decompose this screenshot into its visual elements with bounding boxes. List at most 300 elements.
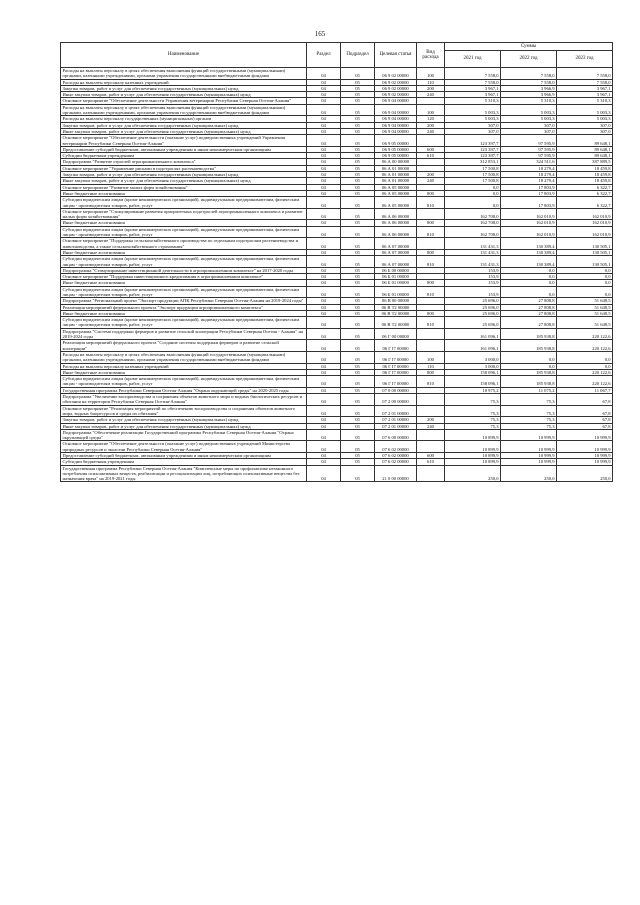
row-sum-2023: 387 889,5 <box>557 159 613 165</box>
row-sum-2021: 5 003,3 <box>445 116 501 122</box>
row-section: 04 <box>307 304 341 310</box>
header-year-2023: 2023 год <box>557 51 613 68</box>
row-subsection: 05 <box>341 104 375 116</box>
row-sum-2022: 7 558,0 <box>501 68 557 80</box>
row-sum-2023: 0,0 <box>557 363 613 369</box>
row-sum-2023: 220 122,6 <box>557 340 613 352</box>
row-target-article: 06 9 02 00000 <box>375 92 417 98</box>
row-name: Подпрограмма "Обеспечение реализации Государственной программы Республики Северная Осетия-Алания "Охрана окружающей среды" <box>61 429 307 441</box>
row-name: Основное мероприятие "Развитие малых форм хозяйствования" <box>61 184 307 190</box>
row-sum-2023: 220 122,6 <box>557 369 613 375</box>
budget-table <box>60 42 613 482</box>
row-expense-type: 110 <box>417 363 445 369</box>
row-sum-2021: 131 431,3 <box>445 249 501 255</box>
row-name: Основное мероприятие "Реализация мероприятий по обеспечению воспроизводства и сохранения объектов животного мира, водных биоресурсов и среды их обитания" <box>61 405 307 417</box>
header-subsection: Подраздел <box>341 43 375 68</box>
row-section: 04 <box>307 238 341 250</box>
row-subsection: 05 <box>341 197 375 209</box>
row-sum-2021: 162 708,0 <box>445 220 501 226</box>
row-name: Основное мероприятие "Обеспечение деятельности (оказание услуг) подведомственных учреждений Управления ветеринарии Республики Северная Осетия-Алания" <box>61 135 307 147</box>
row-sum-2022: 17 803,9 <box>501 184 557 190</box>
row-name: Иные бюджетные ассигнования <box>61 369 307 375</box>
row-sum-2023: 67,8 <box>557 394 613 406</box>
row-sum-2023: 67,8 <box>557 423 613 429</box>
row-target-article: 06 Г I7 00000 <box>375 351 417 363</box>
row-target-article: 06 А 06 00000 <box>375 220 417 226</box>
row-subsection: 05 <box>341 310 375 316</box>
row-sum-2021: 162 708,0 <box>445 226 501 238</box>
row-sum-2023: 307,0 <box>557 128 613 134</box>
row-subsection: 05 <box>341 146 375 152</box>
row-name: Предоставление субсидий бюджетным, автономным учреждениям и иным некоммерческим организациям <box>61 453 307 459</box>
row-section: 04 <box>307 220 341 226</box>
row-sum-2023: 89 648,1 <box>557 135 613 147</box>
row-target-article: 06 А 07 00000 <box>375 249 417 255</box>
row-target-article: 06 Б 01 00000 <box>375 280 417 286</box>
row-sum-2021: 161 096,1 <box>445 340 501 352</box>
row-sum-2023: 51 648,5 <box>557 304 613 310</box>
row-sum-2023: 18 459,8 <box>557 165 613 171</box>
row-name: Государственная программа Республики Северная Осетия-Алания "Комплексные меры по профилактике незаконного потребления психоактивных веществ, реабилитации и ресоциализации лиц, потребляющих психоактивные вещества без назначения врача" на 2019-2021 годы <box>61 465 307 482</box>
row-expense-type: 800 <box>417 280 445 286</box>
row-sum-2021: 10 899,9 <box>445 459 501 465</box>
table-row <box>61 328 613 340</box>
table-row <box>61 376 613 388</box>
row-sum-2021: 123 397,7 <box>445 135 501 147</box>
row-target-article: 07 6 02 00000 <box>375 453 417 459</box>
row-sum-2021: 75,3 <box>445 423 501 429</box>
row-target-article: 06 В Т2 00000 <box>375 317 417 329</box>
row-subsection: 05 <box>341 317 375 329</box>
row-expense-type <box>417 441 445 453</box>
table-row <box>61 208 613 220</box>
row-target-article: 06 9 04 00000 <box>375 128 417 134</box>
row-sum-2021: 3 967,1 <box>445 85 501 91</box>
row-section: 04 <box>307 369 341 375</box>
row-subsection: 05 <box>341 79 375 85</box>
row-sum-2023: 0,0 <box>557 286 613 298</box>
row-sum-2023: 67,8 <box>557 417 613 423</box>
row-name: Закупка товаров, работ и услуг для обеспечения государственных (муниципальных) нужд <box>61 172 307 178</box>
row-sum-2022: 3 966,9 <box>501 92 557 98</box>
row-expense-type: 810 <box>417 226 445 238</box>
row-section: 04 <box>307 453 341 459</box>
row-name: Подпрограмма "Стимулирование инвестиционной деятельности в агропромышленном комплексе" на 2017-2020 годы <box>61 267 307 273</box>
row-expense-type: 200 <box>417 122 445 128</box>
row-expense-type: 200 <box>417 172 445 178</box>
row-name: Субсидии юридическим лицам (кроме некоммерческих организаций), индивидуальным предпринимателям, физическим лицам - производителям товаров, работ, услуг <box>61 376 307 388</box>
row-name: Расходы на выплаты персоналу в целях обеспечения выполнения функций государственными (муниципальными) органами, казенными учреждениями, органами управления государственными внебюджетными фондами <box>61 351 307 363</box>
row-sum-2023: 10 999,9 <box>557 429 613 441</box>
row-sum-2021: 123 397,7 <box>445 146 501 152</box>
row-name: Предоставление субсидий бюджетным, автономным учреждениям и иным некоммерческим организациям <box>61 146 307 152</box>
row-sum-2021: 3 000,0 <box>445 363 501 369</box>
row-subsection: 05 <box>341 363 375 369</box>
row-name: Реализация мероприятий федерального проекта "Экспорт продукции агропромышленного комплекса" <box>61 304 307 310</box>
row-sum-2023: 6 322,7 <box>557 190 613 196</box>
row-subsection: 05 <box>341 159 375 165</box>
row-section: 04 <box>307 68 341 80</box>
row-sum-2023: 89 648,1 <box>557 146 613 152</box>
row-target-article: 06 Б 00 00000 <box>375 267 417 273</box>
row-subsection: 05 <box>341 274 375 280</box>
row-target-article: 06 9 04 00000 <box>375 104 417 116</box>
row-expense-type: 810 <box>417 197 445 209</box>
row-name: Основное мероприятие "Обеспечение деятельности (оказание услуг) подведомственных учреждений Министерства природных ресурсов и экологии Республики Северная Осетия-Алания" <box>61 441 307 453</box>
row-sum-2022: 7 558,0 <box>501 79 557 85</box>
header-section: Раздел <box>307 43 341 68</box>
row-subsection: 05 <box>341 226 375 238</box>
row-name: Подпрограмма "Развитие отраслей агропромышленного комплекса" <box>61 159 307 165</box>
row-name: Подпрограмма "Увеличение воспроизводства и сохранения объектов животного мира и водных биологических ресурсов и обитания на территории Республики Северная Осетия-Алания" <box>61 394 307 406</box>
row-sum-2022: 5 003,3 <box>501 104 557 116</box>
row-section: 04 <box>307 178 341 184</box>
row-sum-2021: 7 558,0 <box>445 79 501 85</box>
row-sum-2022: 97 595,9 <box>501 153 557 159</box>
row-target-article: 06 Г I7 00000 <box>375 376 417 388</box>
row-sum-2021: 307,0 <box>445 122 501 128</box>
row-sum-2021: 3 000,0 <box>445 351 501 363</box>
row-target-article: 06 Г I7 00000 <box>375 369 417 375</box>
row-expense-type: 100 <box>417 68 445 80</box>
row-sum-2023: 7 558,0 <box>557 79 613 85</box>
row-sum-2023: 0,0 <box>557 267 613 273</box>
row-subsection: 05 <box>341 387 375 393</box>
row-name: Субсидии юридическим лицам (кроме некоммерческих организаций), индивидуальным предпринимателям, физическим лицам - производителям товаров, работ, услуг <box>61 226 307 238</box>
row-sum-2023: 162 010,9 <box>557 226 613 238</box>
row-expense-type: 100 <box>417 351 445 363</box>
row-section: 04 <box>307 286 341 298</box>
row-sum-2022: 18 279,4 <box>501 165 557 171</box>
row-sum-2022: 11 075,2 <box>501 387 557 393</box>
row-sum-2022: 27 808,8 <box>501 298 557 304</box>
row-sum-2021: 158 096,1 <box>445 376 501 388</box>
row-section: 04 <box>307 340 341 352</box>
row-name: Иные бюджетные ассигнования <box>61 280 307 286</box>
row-name: Иные закупки товаров, работ и услуг для обеспечения государственных (муниципальных) нужд <box>61 128 307 134</box>
row-sum-2023: 6 322,7 <box>557 184 613 190</box>
row-sum-2022: 0,0 <box>501 274 557 280</box>
row-sum-2022: 185 938,8 <box>501 376 557 388</box>
row-sum-2022: 250,0 <box>501 465 557 482</box>
row-expense-type: 100 <box>417 104 445 116</box>
row-section: 04 <box>307 405 341 417</box>
row-subsection: 05 <box>341 172 375 178</box>
row-target-article: 07 2 01 00000 <box>375 405 417 417</box>
row-section: 04 <box>307 256 341 268</box>
row-section: 04 <box>307 267 341 273</box>
row-sum-2022: 324 511,6 <box>501 159 557 165</box>
row-name: Основное мероприятие "Обеспечение деятельности Управления ветеринарии Республики Северная Осетия-Алания" <box>61 98 307 104</box>
row-target-article: 06 Г I7 00000 <box>375 363 417 369</box>
row-subsection: 05 <box>341 220 375 226</box>
table-row <box>61 286 613 298</box>
row-section: 04 <box>307 249 341 255</box>
header-sums: Суммы <box>445 43 613 51</box>
table-header <box>61 43 613 68</box>
row-sum-2022: 307,0 <box>501 128 557 134</box>
row-sum-2023: 7 558,0 <box>557 68 613 80</box>
row-sum-2023: 130 505,1 <box>557 238 613 250</box>
row-expense-type: 200 <box>417 85 445 91</box>
row-sum-2022: 3 966,9 <box>501 85 557 91</box>
row-expense-type: 200 <box>417 417 445 423</box>
row-name: Основное мероприятие "Стимулирование развития приоритетных подотраслей агропромышленного комплекса и развитие малых форм хозяйствования" <box>61 208 307 220</box>
row-sum-2023: 18 459,8 <box>557 172 613 178</box>
row-expense-type: 810 <box>417 317 445 329</box>
row-target-article: 06 9 02 00000 <box>375 85 417 91</box>
row-target-article: 06 А 06 00000 <box>375 208 417 220</box>
row-subsection: 05 <box>341 340 375 352</box>
row-sum-2023: 0,0 <box>557 274 613 280</box>
row-section: 04 <box>307 459 341 465</box>
row-subsection: 05 <box>341 441 375 453</box>
row-name: Иные бюджетные ассигнования <box>61 190 307 196</box>
row-section: 04 <box>307 298 341 304</box>
row-target-article: 06 А 01 00000 <box>375 172 417 178</box>
row-sum-2021: 25 696,0 <box>445 317 501 329</box>
table-row <box>61 394 613 406</box>
row-section: 04 <box>307 190 341 196</box>
row-target-article: 06 Г 00 00000 <box>375 328 417 340</box>
row-sum-2021: 307,0 <box>445 128 501 134</box>
row-subsection: 05 <box>341 153 375 159</box>
row-target-article: 06 А 01 00000 <box>375 178 417 184</box>
row-subsection: 05 <box>341 208 375 220</box>
row-sum-2021: 153,9 <box>445 280 501 286</box>
row-name: Иные бюджетные ассигнования <box>61 310 307 316</box>
row-name: Субсидии юридическим лицам (кроме некоммерческих организаций), индивидуальным предпринимателям, физическим лицам - производителям товаров, работ, услуг <box>61 286 307 298</box>
row-sum-2023: 162 010,9 <box>557 220 613 226</box>
row-sum-2022: 10 999,9 <box>501 453 557 459</box>
row-sum-2022: 27 808,8 <box>501 304 557 310</box>
row-name: Основное мероприятие "Поддержка инвестиционного кредитования в агропромышленном комплексе" <box>61 274 307 280</box>
row-subsection: 05 <box>341 256 375 268</box>
row-name: Иные бюджетные ассигнования <box>61 220 307 226</box>
row-section: 04 <box>307 310 341 316</box>
row-expense-type: 800 <box>417 369 445 375</box>
row-sum-2021: 250,0 <box>445 465 501 482</box>
row-section: 04 <box>307 122 341 128</box>
row-name: Субсидии бюджетным учреждениям <box>61 153 307 159</box>
row-expense-type: 810 <box>417 376 445 388</box>
row-target-article: 06 Г I7 00000 <box>375 340 417 352</box>
row-section: 04 <box>307 351 341 363</box>
row-sum-2023: 18 459,8 <box>557 178 613 184</box>
row-sum-2022: 0,0 <box>501 280 557 286</box>
table-body <box>61 68 613 482</box>
row-sum-2023: 0,0 <box>557 351 613 363</box>
row-sum-2023: 130 505,1 <box>557 249 613 255</box>
row-name: Субсидии юридическим лицам (кроме некоммерческих организаций), индивидуальным предпринимателям, физическим лицам - производителям товаров, работ, услуг <box>61 197 307 209</box>
row-sum-2023: 162 010,9 <box>557 208 613 220</box>
row-target-article: 07 6 02 00000 <box>375 441 417 453</box>
row-subsection: 05 <box>341 459 375 465</box>
table-row <box>61 256 613 268</box>
row-section: 04 <box>307 376 341 388</box>
row-sum-2021: 10 899,9 <box>445 429 501 441</box>
row-name: Подпрограмма "Система поддержки фермеров и развитие сельской кооперации Республики Северная Осетия - Алания" на 2019-2024 годы <box>61 328 307 340</box>
row-section: 04 <box>307 465 341 482</box>
row-target-article: 06 9 05 00000 <box>375 153 417 159</box>
row-target-article: 06 9 05 00000 <box>375 146 417 152</box>
row-expense-type: 800 <box>417 249 445 255</box>
row-sum-2023: 0,0 <box>557 280 613 286</box>
row-subsection: 05 <box>341 453 375 459</box>
row-expense-type <box>417 135 445 147</box>
row-sum-2023: 220 122,6 <box>557 328 613 340</box>
row-name: Закупка товаров, работ и услуг для обеспечения государственных (муниципальных) нужд <box>61 85 307 91</box>
row-name: Расходы на выплаты персоналу государственных (муниципальных) органов <box>61 116 307 122</box>
row-expense-type <box>417 340 445 352</box>
header-target-article: Целевая статья <box>375 43 417 68</box>
row-subsection: 05 <box>341 286 375 298</box>
row-sum-2022: 75,3 <box>501 394 557 406</box>
row-sum-2021: 10 975,2 <box>445 387 501 393</box>
row-expense-type: 600 <box>417 453 445 459</box>
row-sum-2023: 3 967,1 <box>557 92 613 98</box>
row-expense-type: 810 <box>417 256 445 268</box>
row-section: 04 <box>307 274 341 280</box>
row-subsection: 05 <box>341 249 375 255</box>
row-target-article: 06 А 05 00000 <box>375 184 417 190</box>
row-target-article: 06 9 02 00000 <box>375 79 417 85</box>
row-section: 04 <box>307 328 341 340</box>
row-section: 04 <box>307 208 341 220</box>
row-subsection: 05 <box>341 165 375 171</box>
row-sum-2021: 5 003,3 <box>445 104 501 116</box>
row-sum-2021: 0,0 <box>445 197 501 209</box>
row-section: 04 <box>307 104 341 116</box>
row-section: 04 <box>307 197 341 209</box>
row-section: 04 <box>307 429 341 441</box>
row-section: 04 <box>307 135 341 147</box>
row-sum-2023: 6 322,7 <box>557 197 613 209</box>
row-sum-2021: 17 500,8 <box>445 178 501 184</box>
row-sum-2021: 161 096,1 <box>445 328 501 340</box>
row-sum-2021: 312 853,1 <box>445 159 501 165</box>
row-sum-2021: 25 696,0 <box>445 298 501 304</box>
row-expense-type: 600 <box>417 146 445 152</box>
row-sum-2023: 3 967,1 <box>557 85 613 91</box>
row-subsection: 05 <box>341 116 375 122</box>
row-sum-2022: 0,0 <box>501 363 557 369</box>
row-subsection: 05 <box>341 68 375 80</box>
row-name: Иные закупки товаров, работ и услуг для обеспечения государственных (муниципальных) нужд <box>61 178 307 184</box>
row-sum-2022: 5 003,3 <box>501 116 557 122</box>
page-number: 165 <box>314 30 326 38</box>
row-sum-2023: 5 310,3 <box>557 98 613 104</box>
row-target-article: 07 6 00 00000 <box>375 429 417 441</box>
row-expense-type <box>417 465 445 482</box>
row-target-article: 06 9 04 00000 <box>375 116 417 122</box>
row-name: Закупка товаров, работ и услуг для обеспечения государственных (муниципальных) нужд <box>61 122 307 128</box>
row-section: 04 <box>307 280 341 286</box>
row-sum-2023: 10 999,9 <box>557 441 613 453</box>
row-expense-type: 810 <box>417 286 445 298</box>
row-sum-2022: 0,0 <box>501 267 557 273</box>
row-expense-type: 240 <box>417 178 445 184</box>
row-target-article: 06 В Т2 00000 <box>375 310 417 316</box>
row-expense-type: 240 <box>417 128 445 134</box>
row-sum-2021: 131 431,3 <box>445 238 501 250</box>
row-expense-type <box>417 429 445 441</box>
row-section: 04 <box>307 387 341 393</box>
row-subsection: 05 <box>341 351 375 363</box>
row-sum-2022: 162 010,9 <box>501 208 557 220</box>
row-sum-2022: 17 803,9 <box>501 197 557 209</box>
row-sum-2021: 5 310,3 <box>445 98 501 104</box>
row-sum-2023: 11 067,7 <box>557 387 613 393</box>
row-name: Расходы на выплаты персоналу казенных учреждений <box>61 363 307 369</box>
row-target-article: 06 Б 01 00000 <box>375 274 417 280</box>
row-name: Расходы на выплаты персоналу в целях обеспечения выполнения функций государственными (муниципальными) органами, казенными учреждениями, органами управления государственными внебюджетными фондами <box>61 104 307 116</box>
row-sum-2022: 18 279,4 <box>501 178 557 184</box>
row-subsection: 05 <box>341 184 375 190</box>
table-row <box>61 441 613 453</box>
row-sum-2023: 67,8 <box>557 405 613 417</box>
row-subsection: 05 <box>341 135 375 147</box>
row-sum-2022: 5 310,3 <box>501 98 557 104</box>
row-subsection: 05 <box>341 122 375 128</box>
row-sum-2022: 27 808,8 <box>501 310 557 316</box>
row-subsection: 05 <box>341 98 375 104</box>
row-sum-2021: 17 500,8 <box>445 165 501 171</box>
row-sum-2022: 17 803,9 <box>501 190 557 196</box>
row-sum-2023: 307,0 <box>557 122 613 128</box>
row-expense-type: 610 <box>417 459 445 465</box>
row-expense-type: 120 <box>417 116 445 122</box>
row-sum-2022: 0,0 <box>501 351 557 363</box>
row-name: Подпрограмма "Региональный проект "Экспорт продукции АПК Республики Северная Осетия-Алания на 2019-2024 годы" <box>61 298 307 304</box>
row-sum-2023: 51 648,5 <box>557 298 613 304</box>
row-target-article: 06 А 05 00000 <box>375 197 417 209</box>
table-row <box>61 197 613 209</box>
row-expense-type: 800 <box>417 310 445 316</box>
header-year-2022: 2022 год <box>501 51 557 68</box>
row-target-article: 06 А 07 00000 <box>375 256 417 268</box>
row-sum-2021: 0,0 <box>445 190 501 196</box>
row-sum-2022: 162 010,9 <box>501 226 557 238</box>
row-section: 04 <box>307 441 341 453</box>
row-target-article: 07 2 01 00000 <box>375 423 417 429</box>
row-sum-2022: 10 999,9 <box>501 441 557 453</box>
row-target-article: 06 В 00 00000 <box>375 298 417 304</box>
row-name: Субсидии юридическим лицам (кроме некоммерческих организаций), индивидуальным предпринимателям, физическим лицам - производителям товаров, работ, услуг <box>61 256 307 268</box>
row-subsection: 05 <box>341 128 375 134</box>
row-section: 04 <box>307 172 341 178</box>
row-target-article: 06 9 04 00000 <box>375 98 417 104</box>
row-subsection: 05 <box>341 92 375 98</box>
row-name: Закупка товаров, работ и услуг для обеспечения государственных (муниципальных) нужд <box>61 417 307 423</box>
row-expense-type: 610 <box>417 153 445 159</box>
row-name: Субсидии бюджетным учреждениям <box>61 459 307 465</box>
row-target-article: 07 0 00 00000 <box>375 387 417 393</box>
row-target-article: 06 9 05 00000 <box>375 135 417 147</box>
row-sum-2021: 3 967,1 <box>445 92 501 98</box>
row-subsection: 05 <box>341 190 375 196</box>
row-name: Иные закупки товаров, работ и услуг для обеспечения государственных (муниципальных) нужд <box>61 423 307 429</box>
row-subsection: 05 <box>341 85 375 91</box>
row-section: 04 <box>307 226 341 238</box>
row-target-article: 06 А 06 00000 <box>375 226 417 238</box>
row-sum-2022: 130 389,4 <box>501 238 557 250</box>
row-sum-2023: 51 648,5 <box>557 317 613 329</box>
table-row <box>61 135 613 147</box>
row-section: 04 <box>307 85 341 91</box>
row-target-article: 06 А 00 00000 <box>375 159 417 165</box>
row-sum-2022: 185 938,8 <box>501 369 557 375</box>
